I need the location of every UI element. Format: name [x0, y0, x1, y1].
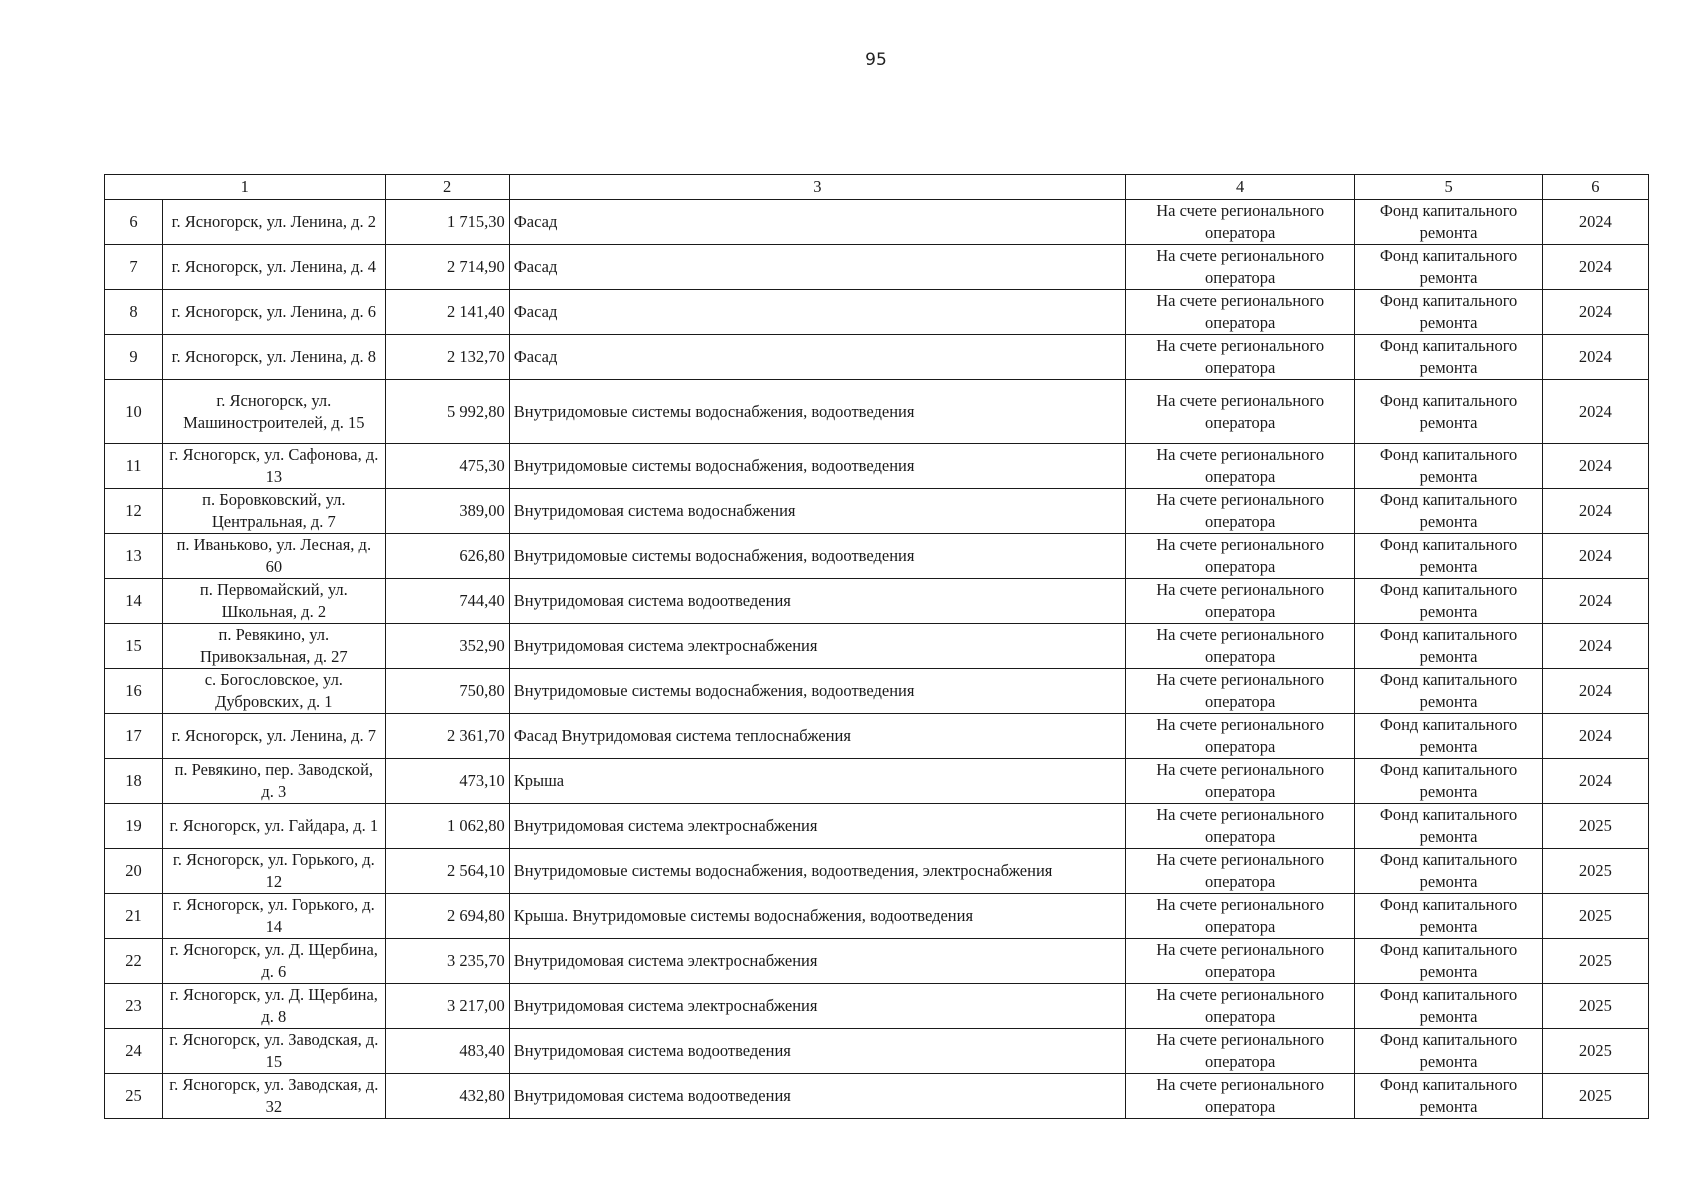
year-cell: 2024: [1542, 624, 1648, 669]
table-row: [105, 489, 1649, 534]
year-cell: 2025: [1542, 894, 1648, 939]
work-type-cell: Внутридомовая система электроснабжения: [509, 939, 1125, 984]
account-cell: На счете регионального оператора: [1125, 444, 1354, 489]
address-cell: п. Первомайский, ул. Школьная, д. 2: [163, 579, 385, 624]
fund-cell: Фонд капитального ремонта: [1355, 669, 1542, 714]
area-cell: 626,80: [385, 534, 509, 579]
table-row: [105, 759, 1649, 804]
fund-cell: Фонд капитального ремонта: [1355, 1074, 1542, 1119]
account-cell: На счете регионального оператора: [1125, 984, 1354, 1029]
address-cell: г. Ясногорск, ул. Ленина, д. 6: [163, 290, 385, 335]
row-number-cell: 9: [105, 335, 163, 380]
table-row: [105, 200, 1649, 245]
fund-cell: Фонд капитального ремонта: [1355, 759, 1542, 804]
area-cell: 5 992,80: [385, 380, 509, 444]
fund-cell: Фонд капитального ремонта: [1355, 894, 1542, 939]
table-row: [105, 1029, 1649, 1074]
address-cell: п. Иваньково, ул. Лесная, д. 60: [163, 534, 385, 579]
row-number-cell: 7: [105, 245, 163, 290]
row-number-cell: 21: [105, 894, 163, 939]
account-cell: На счете регионального оператора: [1125, 669, 1354, 714]
work-type-cell: Внутридомовые системы водоснабжения, водоотведения: [509, 380, 1125, 444]
area-cell: 389,00: [385, 489, 509, 534]
row-number-cell: 16: [105, 669, 163, 714]
table-row: [105, 290, 1649, 335]
fund-cell: Фонд капитального ремонта: [1355, 804, 1542, 849]
repair-schedule-table: [104, 174, 1649, 1119]
address-cell: г. Ясногорск, ул. Д. Щербина, д. 8: [163, 984, 385, 1029]
header-row: [105, 175, 1649, 200]
address-cell: г. Ясногорск, ул. Ленина, д. 8: [163, 335, 385, 380]
year-cell: 2025: [1542, 984, 1648, 1029]
year-cell: 2025: [1542, 939, 1648, 984]
account-cell: На счете регионального оператора: [1125, 290, 1354, 335]
fund-cell: Фонд капитального ремонта: [1355, 1029, 1542, 1074]
row-number-cell: 22: [105, 939, 163, 984]
year-cell: 2024: [1542, 489, 1648, 534]
year-cell: 2024: [1542, 245, 1648, 290]
fund-cell: Фонд капитального ремонта: [1355, 624, 1542, 669]
table-row: [105, 444, 1649, 489]
header-col-3: 3: [509, 175, 1125, 200]
work-type-cell: Внутридомовые системы водоснабжения, водоотведения, электроснабжения: [509, 849, 1125, 894]
year-cell: 2025: [1542, 849, 1648, 894]
address-cell: г. Ясногорск, ул. Горького, д. 14: [163, 894, 385, 939]
area-cell: 2 694,80: [385, 894, 509, 939]
work-type-cell: Внутридомовая система водоотведения: [509, 579, 1125, 624]
year-cell: 2025: [1542, 1029, 1648, 1074]
header-col-2: 2: [385, 175, 509, 200]
table-row: [105, 534, 1649, 579]
page-number: 95: [865, 50, 887, 70]
account-cell: На счете регионального оператора: [1125, 894, 1354, 939]
fund-cell: Фонд капитального ремонта: [1355, 984, 1542, 1029]
table-row: [105, 1074, 1649, 1119]
work-type-cell: Внутридомовая система водоотведения: [509, 1074, 1125, 1119]
address-cell: г. Ясногорск, ул. Машиностроителей, д. 15: [163, 380, 385, 444]
table-row: [105, 984, 1649, 1029]
work-type-cell: Внутридомовая система электроснабжения: [509, 984, 1125, 1029]
fund-cell: Фонд капитального ремонта: [1355, 849, 1542, 894]
account-cell: На счете регионального оператора: [1125, 939, 1354, 984]
account-cell: На счете регионального оператора: [1125, 245, 1354, 290]
table-row: [105, 380, 1649, 444]
fund-cell: Фонд капитального ремонта: [1355, 245, 1542, 290]
account-cell: На счете регионального оператора: [1125, 1074, 1354, 1119]
row-number-cell: 13: [105, 534, 163, 579]
work-type-cell: Крыша: [509, 759, 1125, 804]
table-row: [105, 849, 1649, 894]
table-row: [105, 894, 1649, 939]
work-type-cell: Внутридомовая система водоотведения: [509, 1029, 1125, 1074]
area-cell: 2 714,90: [385, 245, 509, 290]
account-cell: На счете регионального оператора: [1125, 804, 1354, 849]
area-cell: 3 217,00: [385, 984, 509, 1029]
account-cell: На счете регионального оператора: [1125, 380, 1354, 444]
row-number-cell: 18: [105, 759, 163, 804]
work-type-cell: Внутридомовая система электроснабжения: [509, 624, 1125, 669]
year-cell: 2024: [1542, 444, 1648, 489]
work-type-cell: Фасад: [509, 290, 1125, 335]
address-cell: г. Ясногорск, ул. Ленина, д. 2: [163, 200, 385, 245]
row-number-cell: 25: [105, 1074, 163, 1119]
table-row: [105, 579, 1649, 624]
address-cell: п. Боровковский, ул. Центральная, д. 7: [163, 489, 385, 534]
account-cell: На счете регионального оператора: [1125, 579, 1354, 624]
area-cell: 473,10: [385, 759, 509, 804]
fund-cell: Фонд капитального ремонта: [1355, 380, 1542, 444]
area-cell: 2 361,70: [385, 714, 509, 759]
row-number-cell: 24: [105, 1029, 163, 1074]
area-cell: 750,80: [385, 669, 509, 714]
year-cell: 2024: [1542, 759, 1648, 804]
row-number-cell: 20: [105, 849, 163, 894]
area-cell: 2 132,70: [385, 335, 509, 380]
year-cell: 2025: [1542, 804, 1648, 849]
header-col-4: 4: [1125, 175, 1354, 200]
table-row: [105, 335, 1649, 380]
row-number-cell: 11: [105, 444, 163, 489]
work-type-cell: Внутридомовая система водоснабжения: [509, 489, 1125, 534]
area-cell: 475,30: [385, 444, 509, 489]
fund-cell: Фонд капитального ремонта: [1355, 714, 1542, 759]
address-cell: г. Ясногорск, ул. Гайдара, д. 1: [163, 804, 385, 849]
area-cell: 3 235,70: [385, 939, 509, 984]
account-cell: На счете регионального оператора: [1125, 534, 1354, 579]
header-col-5: 5: [1355, 175, 1542, 200]
account-cell: На счете регионального оператора: [1125, 624, 1354, 669]
row-number-cell: 10: [105, 380, 163, 444]
area-cell: 483,40: [385, 1029, 509, 1074]
address-cell: г. Ясногорск, ул. Сафонова, д. 13: [163, 444, 385, 489]
row-number-cell: 15: [105, 624, 163, 669]
row-number-cell: 12: [105, 489, 163, 534]
work-type-cell: Внутридомовые системы водоснабжения, водоотведения: [509, 534, 1125, 579]
table-row: [105, 804, 1649, 849]
address-cell: г. Ясногорск, ул. Ленина, д. 4: [163, 245, 385, 290]
year-cell: 2024: [1542, 380, 1648, 444]
area-cell: 432,80: [385, 1074, 509, 1119]
year-cell: 2024: [1542, 714, 1648, 759]
fund-cell: Фонд капитального ремонта: [1355, 579, 1542, 624]
row-number-cell: 17: [105, 714, 163, 759]
table-row: [105, 939, 1649, 984]
row-number-cell: 6: [105, 200, 163, 245]
address-cell: г. Ясногорск, ул. Ленина, д. 7: [163, 714, 385, 759]
account-cell: На счете регионального оператора: [1125, 489, 1354, 534]
fund-cell: Фонд капитального ремонта: [1355, 200, 1542, 245]
work-type-cell: Фасад: [509, 335, 1125, 380]
header-col-6: 6: [1542, 175, 1648, 200]
account-cell: На счете регионального оператора: [1125, 335, 1354, 380]
account-cell: На счете регионального оператора: [1125, 759, 1354, 804]
work-type-cell: Фасад: [509, 200, 1125, 245]
year-cell: 2024: [1542, 534, 1648, 579]
work-type-cell: Внутридомовая система электроснабжения: [509, 804, 1125, 849]
address-cell: г. Ясногорск, ул. Заводская, д. 15: [163, 1029, 385, 1074]
row-number-cell: 8: [105, 290, 163, 335]
area-cell: 352,90: [385, 624, 509, 669]
fund-cell: Фонд капитального ремонта: [1355, 444, 1542, 489]
table-row: [105, 669, 1649, 714]
year-cell: 2024: [1542, 335, 1648, 380]
fund-cell: Фонд капитального ремонта: [1355, 335, 1542, 380]
year-cell: 2024: [1542, 290, 1648, 335]
account-cell: На счете регионального оператора: [1125, 1029, 1354, 1074]
row-number-cell: 14: [105, 579, 163, 624]
year-cell: 2024: [1542, 200, 1648, 245]
row-number-cell: 19: [105, 804, 163, 849]
table-row: [105, 714, 1649, 759]
area-cell: 2 141,40: [385, 290, 509, 335]
work-type-cell: Внутридомовые системы водоснабжения, водоотведения: [509, 444, 1125, 489]
address-cell: г. Ясногорск, ул. Заводская, д. 32: [163, 1074, 385, 1119]
table-row: [105, 624, 1649, 669]
work-type-cell: Фасад Внутридомовая система теплоснабжения: [509, 714, 1125, 759]
fund-cell: Фонд капитального ремонта: [1355, 534, 1542, 579]
work-type-cell: Крыша. Внутридомовые системы водоснабжения, водоотведения: [509, 894, 1125, 939]
area-cell: 2 564,10: [385, 849, 509, 894]
area-cell: 1 715,30: [385, 200, 509, 245]
account-cell: На счете регионального оператора: [1125, 200, 1354, 245]
table-row: [105, 245, 1649, 290]
header-col-1: 1: [105, 175, 386, 200]
work-type-cell: Внутридомовые системы водоснабжения, водоотведения: [509, 669, 1125, 714]
account-cell: На счете регионального оператора: [1125, 849, 1354, 894]
fund-cell: Фонд капитального ремонта: [1355, 489, 1542, 534]
year-cell: 2025: [1542, 1074, 1648, 1119]
row-number-cell: 23: [105, 984, 163, 1029]
address-cell: с. Богословское, ул. Дубровских, д. 1: [163, 669, 385, 714]
year-cell: 2024: [1542, 669, 1648, 714]
work-type-cell: Фасад: [509, 245, 1125, 290]
fund-cell: Фонд капитального ремонта: [1355, 939, 1542, 984]
address-cell: г. Ясногорск, ул. Д. Щербина, д. 6: [163, 939, 385, 984]
fund-cell: Фонд капитального ремонта: [1355, 290, 1542, 335]
area-cell: 1 062,80: [385, 804, 509, 849]
address-cell: п. Ревякино, пер. Заводской, д. 3: [163, 759, 385, 804]
account-cell: На счете регионального оператора: [1125, 714, 1354, 759]
address-cell: п. Ревякино, ул. Привокзальная, д. 27: [163, 624, 385, 669]
year-cell: 2024: [1542, 579, 1648, 624]
area-cell: 744,40: [385, 579, 509, 624]
address-cell: г. Ясногорск, ул. Горького, д. 12: [163, 849, 385, 894]
